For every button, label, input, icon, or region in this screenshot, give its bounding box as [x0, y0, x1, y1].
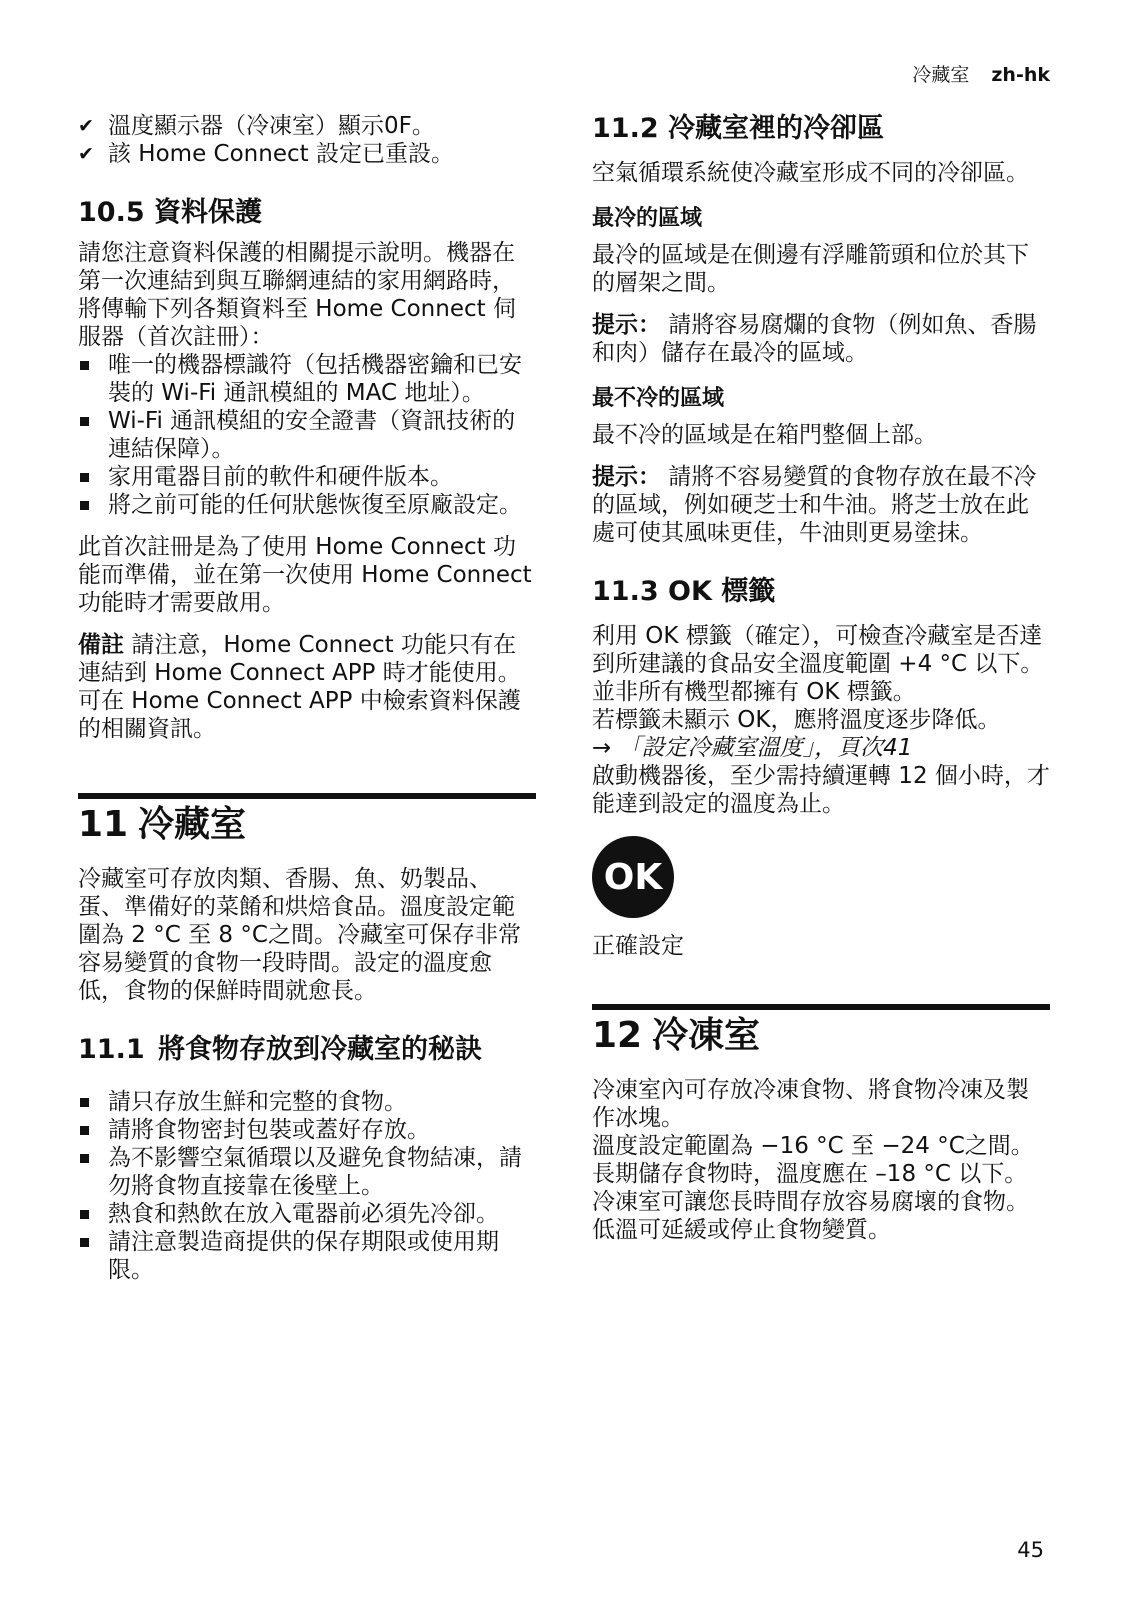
cooling-zones-intro: 空氣循環系統使冷藏室形成不同的冷卻區。	[592, 160, 1029, 186]
data-protection-intro: 請您注意資料保護的相關提示說明。機器在第一次連結到與互聯網連結的家用網路時，將傳輸下列各類資料至 Home Connect 伺服器（首次註冊）：	[78, 240, 516, 350]
section-heading-storage-tips: 11.1 將食物存放到冷藏室的秘訣	[78, 1034, 482, 1065]
coldest-zone-text: 最冷的區域是在側邊有浮雕箭頭和位於其下的層架之間。	[592, 242, 1029, 296]
freezer-text-1: 冷凍室內可存放冷凍食物、將食物冷凍及製作冰塊。	[592, 1077, 1029, 1131]
header-language: zh-hk	[991, 64, 1050, 86]
least-cold-zone-tip: 提示： 請將不容易變質的食物存放在最不冷的區域，例如硬芝士和牛油。將芝士放在此處可使其風味更佳，牛油則更易塗抹。	[592, 464, 1037, 546]
data-protection-list	[78, 351, 536, 519]
list-item: 唯一的機器標識符（包括機器密鑰和已安裝的 Wi-Fi 通訊模組的 MAC 地址）。	[78, 351, 536, 407]
bullet-icon	[80, 1126, 89, 1135]
list-item: 將之前可能的任何狀態恢復至原廠設定。	[78, 491, 536, 519]
bullet-icon	[80, 1238, 89, 1247]
list-item: 請將食物密封包裝或蓋好存放。	[78, 1116, 536, 1144]
ok-label-text-1: 利用 OK 標籤（確定），可檢查冷藏室是否達到所建議的食品安全溫度範圍 +4 °C 以下。	[592, 623, 1044, 677]
storage-tips-list	[78, 1088, 536, 1284]
arrow-right-icon: →	[592, 735, 612, 761]
running-header	[912, 60, 1050, 87]
list-item: 請只存放生鮮和完整的食物。	[78, 1088, 536, 1116]
bullet-icon	[80, 501, 89, 510]
page-number: 45	[1017, 1538, 1044, 1562]
right-column	[592, 112, 1050, 1244]
section-heading-cooling-zones: 11.2 冷藏室裡的冷卻區	[592, 113, 884, 144]
least-cold-zone-text: 最不冷的區域是在箱門整個上部。	[592, 422, 937, 448]
bullet-icon	[80, 473, 89, 482]
bullet-icon	[80, 417, 89, 426]
ok-badge-caption: 正確設定	[592, 933, 684, 959]
left-column	[78, 112, 536, 1284]
ok-label-text-3: 若標籤未顯示 OK，應將溫度逐步降低。	[592, 707, 1001, 733]
fridge-description: 冷藏室可存放肉類、香腸、魚、奶製品、蛋、準備好的菜餚和烘焙食品。溫度設定範圍為 2 °C 至 8 °C之間。冷藏室可保存非常容易變質的食物一段時間。設定的溫度愈低，食物的保鮮時間就愈長。	[78, 866, 521, 1004]
coldest-zone-heading: 最冷的區域	[592, 206, 703, 231]
bullet-icon	[80, 1210, 89, 1219]
result-item: ✔ 溫度顯示器（冷凍室）顯示0F。	[78, 113, 435, 139]
ok-label-icon: OK	[592, 836, 674, 918]
result-list	[78, 112, 536, 168]
result-item: ✔ 該 Home Connect 設定已重設。	[78, 141, 454, 167]
coldest-zone-tip: 提示： 請將容易腐爛的食物（例如魚、香腸和肉）儲存在最冷的區域。	[592, 312, 1037, 366]
chapter-heading-fridge: 11 冷藏室	[78, 793, 536, 847]
ok-label-text-4: 啟動機器後，至少需持續運轉 12 個小時，才能達到設定的溫度為止。	[592, 763, 1050, 817]
checkmark-icon: ✔	[78, 143, 94, 165]
freezer-text-3: 長期儲存食物時，溫度應在 –18 °C 以下。	[592, 1161, 1028, 1187]
data-protection-outro: 此首次註冊是為了使用 Home Connect 功能而準備，並在第一次使用 Home Connect 功能時才需要啟用。	[78, 534, 532, 616]
section-heading-data-protection: 10.5 資料保護	[78, 197, 262, 228]
list-item: 熱食和熱飲在放入電器前必須先冷卻。	[78, 1200, 536, 1228]
checkmark-icon: ✔	[78, 115, 94, 137]
section-heading-ok-label: 11.3 OK 標籤	[592, 576, 776, 607]
freezer-text-2: 溫度設定範圍為 −16 °C 至 −24 °C之間。	[592, 1133, 1034, 1159]
bullet-icon	[80, 1154, 89, 1163]
list-item: 為不影響空氣循環以及避免食物結凍，請勿將食物直接靠在後壁上。	[78, 1144, 536, 1200]
ok-label-text-2: 並非所有機型都擁有 OK 標籤。	[592, 679, 916, 705]
bullet-icon	[80, 1098, 89, 1107]
least-cold-zone-heading: 最不冷的區域	[592, 386, 725, 411]
set-fridge-temperature-link[interactable]: → 「設定冷藏室溫度」，頁次41	[592, 735, 913, 761]
header-section-title: 冷藏室	[912, 64, 970, 86]
chapter-heading-freezer: 12 冷凍室	[592, 1004, 1050, 1058]
freezer-text-4: 冷凍室可讓您長時間存放容易腐壞的食物。低溫可延緩或停止食物變質。	[592, 1189, 1029, 1243]
list-item: Wi-Fi 通訊模組的安全證書（資訊技術的連結保障）。	[78, 407, 536, 463]
list-item: 請注意製造商提供的保存期限或使用期限。	[78, 1228, 536, 1284]
bullet-icon	[80, 361, 89, 370]
list-item: 家用電器目前的軟件和硬件版本。	[78, 463, 536, 491]
data-protection-note: 備註 請注意，Home Connect 功能只有在連結到 Home Connect APP 時才能使用。可在 Home Connect APP 中檢索資料保護的相關資訊。	[78, 632, 521, 742]
